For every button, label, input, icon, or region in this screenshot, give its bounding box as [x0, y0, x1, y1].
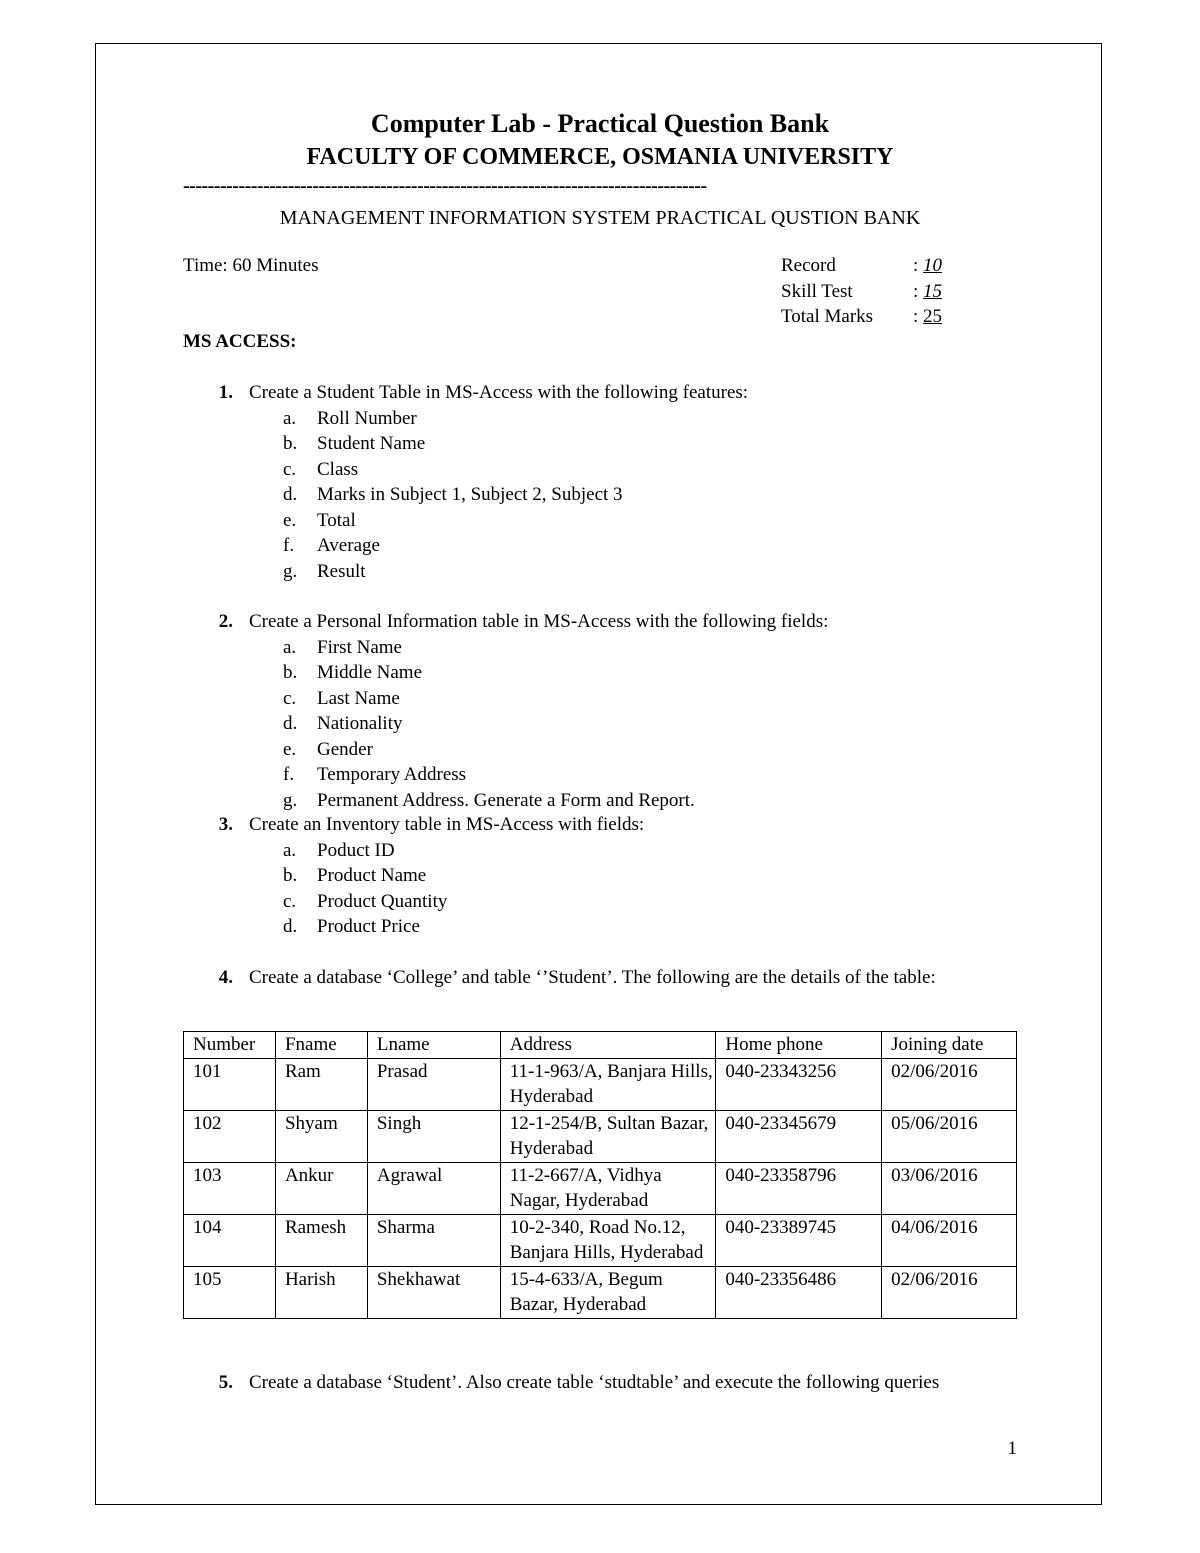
question-number: 5. [218, 1372, 233, 1393]
subject-heading: MANAGEMENT INFORMATION SYSTEM PRACTICAL QUSTION BANK [279, 207, 921, 229]
question-number: 2. [218, 611, 233, 632]
table-row [184, 1162, 1017, 1214]
table-cell: Shekhawat [367, 1266, 500, 1318]
marks-separator: : [913, 306, 924, 327]
marks-row-skill-test [781, 279, 942, 305]
document-title: Computer Lab - Practical Question Bank [370, 109, 830, 138]
column-header: Fname [275, 1032, 367, 1059]
table-cell: 040-23343256 [716, 1058, 882, 1110]
marks-label: Skill Test [781, 280, 853, 302]
page-number: 1 [1007, 1438, 1017, 1459]
marks-separator: : [913, 280, 924, 302]
question-1 [183, 380, 1017, 584]
table-cell: Prasad [367, 1058, 500, 1110]
list-item: c. Product Quantity [283, 890, 448, 912]
question-text: Create a database ‘Student’. Also create table ‘studtable’ and execute the following queries [249, 1372, 940, 1393]
table-header-row [184, 1032, 1017, 1059]
table-row [184, 1266, 1017, 1318]
question-3 [183, 812, 1017, 940]
table-cell: 05/06/2016 [882, 1110, 1017, 1162]
list-item: d. Marks in Subject 1, Subject 2, Subject 3 [283, 484, 623, 505]
column-header: Joining date [882, 1032, 1017, 1059]
column-header: Lname [367, 1032, 500, 1059]
question-text: Create an Inventory table in MS-Access with fields: [249, 814, 645, 835]
list-item: f. Average [283, 535, 380, 556]
table-row [184, 1110, 1017, 1162]
list-item: a. Poduct ID [283, 839, 395, 861]
table-cell: 105 [184, 1266, 276, 1318]
column-header: Home phone [716, 1032, 882, 1059]
table-cell: 02/06/2016 [882, 1266, 1017, 1318]
marks-value: 10 [923, 255, 943, 276]
table-row [184, 1214, 1017, 1266]
marks-row-record [781, 253, 942, 279]
question-number: 4. [218, 967, 233, 988]
marks-value: 25 [923, 306, 943, 327]
table-cell: Ankur [275, 1162, 367, 1214]
table-cell: Sharma [367, 1214, 500, 1266]
table-cell: 040-23358796 [716, 1162, 882, 1214]
marks-breakdown [781, 253, 942, 330]
table-cell: 103 [184, 1162, 276, 1214]
list-item: d. Nationality [283, 713, 403, 734]
list-item: e. Total [283, 509, 356, 531]
table-cell: 15-4-633/A, Begum Bazar, Hyderabad [500, 1266, 716, 1318]
list-item: g. Permanent Address. Generate a Form and Report. [283, 789, 695, 811]
column-header: Number [184, 1032, 276, 1059]
exam-time: Time: 60 Minutes [183, 255, 319, 276]
list-item: b. Product Name [283, 865, 427, 886]
student-details-table [183, 1031, 1017, 1319]
question-number: 1. [218, 382, 233, 403]
question-number: 3. [218, 814, 233, 835]
table-cell: Agrawal [367, 1162, 500, 1214]
list-item: d. Product Price [283, 916, 420, 937]
question-2 [183, 609, 1017, 813]
question-text: Create a Student Table in MS-Access with the following features: [249, 382, 749, 403]
faculty-heading: FACULTY OF COMMERCE, OSMANIA UNIVERSITY [306, 144, 894, 170]
table-cell: 11-1-963/A, Banjara Hills, Hyderabad [500, 1058, 716, 1110]
list-item: c. Last Name [283, 687, 400, 709]
table-cell: 102 [184, 1110, 276, 1162]
list-item: e. Gender [283, 738, 373, 760]
marks-value: 15 [923, 280, 943, 302]
table-cell: 101 [184, 1058, 276, 1110]
question-text: Create a Personal Information table in MS-Access with the following fields: [249, 611, 829, 632]
table-cell: 10-2-340, Road No.12, Banjara Hills, Hyderabad [500, 1214, 716, 1266]
marks-label: Total Marks [781, 306, 874, 327]
table-cell: 040-23345679 [716, 1110, 882, 1162]
list-item: a. Roll Number [283, 407, 417, 429]
question-5 [183, 1370, 1017, 1396]
marks-separator: : [913, 255, 924, 276]
table-cell: 11-2-667/A, Vidhya Nagar, Hyderabad [500, 1162, 716, 1214]
table-cell: 104 [184, 1214, 276, 1266]
list-item: f. Temporary Address [283, 764, 467, 785]
table-cell: Singh [367, 1110, 500, 1162]
table-cell: 02/06/2016 [882, 1058, 1017, 1110]
table-cell: Ramesh [275, 1214, 367, 1266]
section-title: MS ACCESS: [183, 331, 297, 352]
list-item: a. First Name [283, 636, 402, 658]
list-item: c. Class [283, 458, 359, 480]
question-4 [183, 965, 1017, 991]
list-item: b. Student Name [283, 433, 426, 454]
table-cell: Harish [275, 1266, 367, 1318]
list-item: g. Result [283, 560, 366, 582]
table-cell: Ram [275, 1058, 367, 1110]
table-cell: 040-23356486 [716, 1266, 882, 1318]
table-cell: 04/06/2016 [882, 1214, 1017, 1266]
marks-row-total [781, 304, 942, 330]
table-cell: 03/06/2016 [882, 1162, 1017, 1214]
marks-label: Record [781, 255, 836, 276]
list-item: b. Middle Name [283, 662, 423, 683]
question-text: Create a database ‘College’ and table ‘’Student’. The following are the details of the table: [249, 967, 936, 988]
divider-line: ------------------------------------------------------------------------------------- [183, 175, 707, 197]
table-cell: 040-23389745 [716, 1214, 882, 1266]
table-cell: 12-1-254/B, Sultan Bazar, Hyderabad [500, 1110, 716, 1162]
column-header: Address [500, 1032, 716, 1059]
table-row [184, 1058, 1017, 1110]
table-cell: Shyam [275, 1110, 367, 1162]
